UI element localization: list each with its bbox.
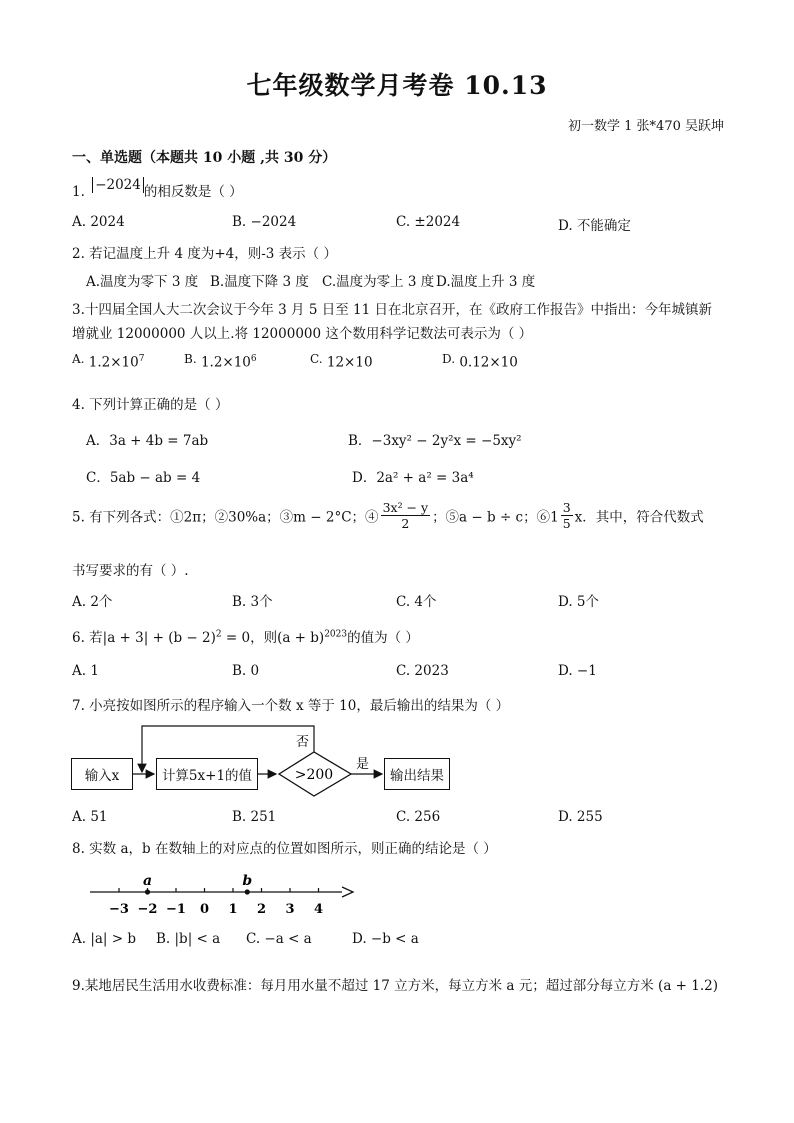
q2-option-a: A.温度为零下 3 度 <box>86 274 199 290</box>
section-heading: 一、单选题（本题共 10 小题 ,共 30 分） <box>72 150 337 166</box>
q6-option-c: C. 2023 <box>396 663 449 679</box>
q8-option-b: B. |b| < a <box>156 931 221 947</box>
axis-tick-label: 1 <box>228 902 238 917</box>
author-line: 初一数学 1 张*470 吴跃坤 <box>568 119 724 134</box>
point-b-dot <box>245 889 250 894</box>
q1-text: 的相反数是（ ） <box>143 184 243 200</box>
q6-option-d: D. −1 <box>558 663 597 679</box>
flow-calc-box: 计算5x+1的值 <box>156 758 258 790</box>
q5-mixed-fraction: $\frac{3}{5}$ <box>562 500 571 531</box>
q4-option-a: A．3a + 4b = 7ab <box>86 433 209 449</box>
q8-option-d: D. −b < a <box>352 931 419 947</box>
q4-option-c: C．5ab − ab = 4 <box>86 470 201 486</box>
question-7: 7. 小亮按如图所示的程序输入一个数 x 等于 10，最后输出的结果为（ ） <box>72 698 510 714</box>
axis-tick-label: 4 <box>313 902 324 917</box>
q2-option-d: D.温度上升 3 度 <box>436 274 536 290</box>
axis-tick-label: 2 <box>256 902 267 917</box>
q5-option-d: D. 5个 <box>558 594 600 610</box>
axis-tick-label: −1 <box>166 902 186 917</box>
flow-no-label: 否 <box>296 735 310 750</box>
question-1 <box>72 177 243 200</box>
axis-arrow <box>342 887 353 897</box>
axis-tick-label: −2 <box>137 902 158 917</box>
q3-option-a: A. $1.2\times 10^7$ <box>72 351 145 371</box>
q8-option-c: C. −a < a <box>246 931 312 947</box>
q2-option-c: C.温度为零上 3 度 <box>322 274 435 290</box>
point-a-label: a <box>142 873 153 889</box>
q3-option-b: B. $1.2\times 10^6$ <box>184 351 257 371</box>
q2-option-b: B.温度下降 3 度 <box>210 274 309 290</box>
question-5-line-2: 书写要求的有（ ）. <box>72 563 189 579</box>
question-6: 6. 若$|a + 3| + (b - 2)^2 = 0$，则$(a + b)^{2023}$的值为（ ） <box>72 629 419 646</box>
flow-condition-label: >200 <box>294 767 334 783</box>
question-3-line-1: 3.十四届全国人大二次会议于今年 3 月 5 日至 11 日在北京召开，在《政府工作报告》中指出：今年城镇新 <box>72 302 712 318</box>
q5-fraction: $\frac{\text{3x² − y}}{2}$ <box>382 500 429 531</box>
question-5: 5. 有下列各式：①2π；②30%a；③m − 2°C；④ $\frac{\text{3x² − y}}{2}$ ；⑤a − b ÷ c；⑥1 $\frac{3}{5}$ x．其中，符合代数式 <box>72 500 704 531</box>
question-2: 2. 若记温度上升 4 度为+4，则-3 表示（ ） <box>72 246 337 262</box>
flow-yes-label: 是 <box>356 757 370 772</box>
q1-abs-value: −2024 <box>92 177 144 193</box>
q3-option-d: D. 0.12×10 <box>442 351 518 371</box>
q7-option-a: A. 51 <box>72 809 108 825</box>
page-title: 七年级数学月考卷 10.13 <box>246 71 548 100</box>
q7-option-d: D. 255 <box>558 809 603 825</box>
q4-option-d: D．2a² + a² = 3a⁴ <box>352 470 474 486</box>
q1-number: 1. <box>72 184 85 200</box>
question-8: 8. 实数 a，b 在数轴上的对应点的位置如图所示，则正确的结论是（ ） <box>72 841 497 857</box>
q3-option-c: C. 12×10 <box>310 351 373 371</box>
q7-option-b: B. 251 <box>232 809 277 825</box>
q1-option-c: C. ±2024 <box>396 214 461 230</box>
q5-option-b: B. 3个 <box>232 594 273 610</box>
axis-tick-label: 0 <box>199 902 210 917</box>
point-b-label: b <box>242 873 253 889</box>
q7-option-c: C. 256 <box>396 809 441 825</box>
q5-option-a: A. 2个 <box>72 594 113 610</box>
q1-option-b: B. −2024 <box>232 214 297 230</box>
q6-option-a: A. 1 <box>72 663 99 679</box>
question-4: 4. 下列计算正确的是（ ） <box>72 397 229 413</box>
q8-option-a: A. |a| > b <box>72 931 137 947</box>
q1-option-d: D. 不能确定 <box>558 218 631 234</box>
q6-option-b: B. 0 <box>232 663 260 679</box>
axis-tick-label: −3 <box>109 902 129 917</box>
q1-option-a: A. 2024 <box>72 214 125 230</box>
flow-output-box: 输出结果 <box>384 758 450 790</box>
question-3-line-2: 增就业 12000000 人以上.将 12000000 这个数用科学记数法可表示为（ ） <box>72 326 533 342</box>
question-9: 9.某地居民生活用水收费标准：每月用水量不超过 17 立方米，每立方米 a 元；超过部分每立方米 (a + 1.2) <box>72 978 719 994</box>
q8-number-line <box>72 868 356 920</box>
q5-option-c: C. 4个 <box>396 594 437 610</box>
axis-tick-label: 3 <box>285 902 295 917</box>
flow-input-box: 输入x <box>71 758 133 790</box>
q4-option-b: B．−3xy² − 2y²x = −5xy² <box>348 433 522 449</box>
point-a-dot <box>145 889 150 894</box>
